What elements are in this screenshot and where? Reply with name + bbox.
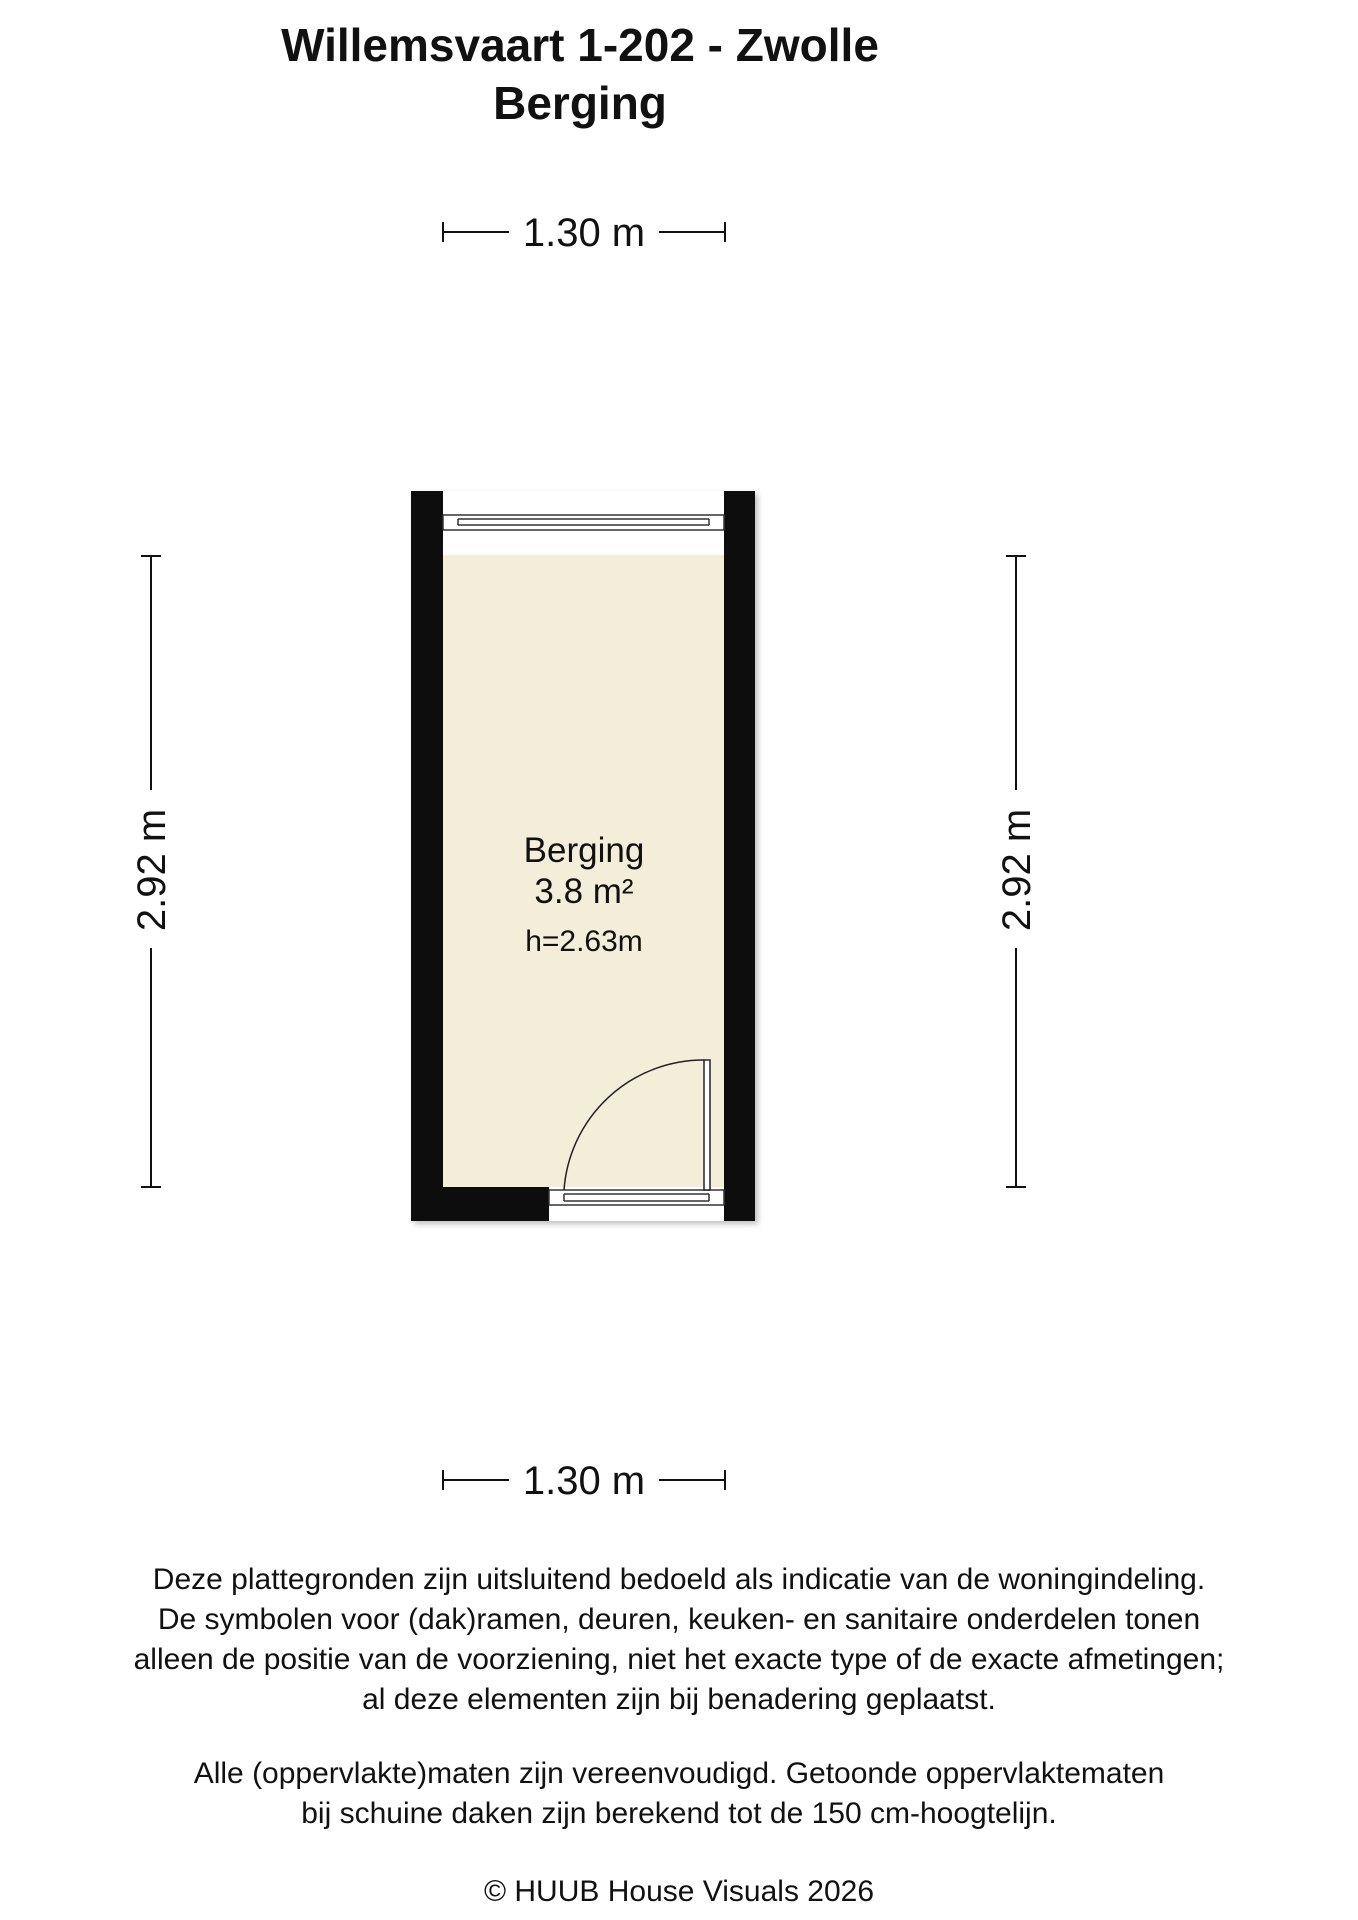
disclaimer-line: De symbolen voor (dak)ramen, deuren, keuken- en sanitaire onderdelen tonen [157, 1603, 1201, 1636]
dimension-right-label: 2.92 m [995, 808, 1039, 932]
disclaimer-line: al deze elementen zijn bij benadering geplaatst. [362, 1683, 996, 1716]
disclaimer-paragraph-2 [0, 1754, 1358, 1834]
room-area: 3.8 m² [534, 872, 634, 911]
door-leaf [704, 1060, 710, 1190]
plan-subtitle: Berging [493, 77, 667, 129]
disclaimer-line: alleen de positie van de voorziening, niet het exacte type of de exacte afmetingen; [133, 1643, 1225, 1676]
window-top [443, 491, 724, 555]
dimension-top-label: 1.30 m [522, 211, 646, 255]
copyright-notice: © HUUB House Visuals 2026 [483, 1875, 875, 1908]
room-height: h=2.63m [525, 925, 643, 958]
dimension-bottom-label: 1.30 m [522, 1459, 646, 1503]
dimension-left-label: 2.92 m [130, 808, 174, 932]
disclaimer-paragraph-1 [0, 1560, 1358, 1720]
plan-title: Willemsvaart 1-202 - Zwolle [281, 19, 879, 71]
disclaimer-line: Deze plattegronden zijn uitsluitend bedoeld als indicatie van de woningindeling. [152, 1563, 1206, 1596]
disclaimer-line: Alle (oppervlakte)maten zijn vereenvoudigd. Getoonde oppervlaktematen [193, 1757, 1165, 1790]
room-floor [443, 555, 724, 1187]
disclaimer-line: bij schuine daken zijn berekend tot de 150 cm-hoogtelijn. [301, 1797, 1057, 1830]
room-name: Berging [523, 831, 645, 870]
